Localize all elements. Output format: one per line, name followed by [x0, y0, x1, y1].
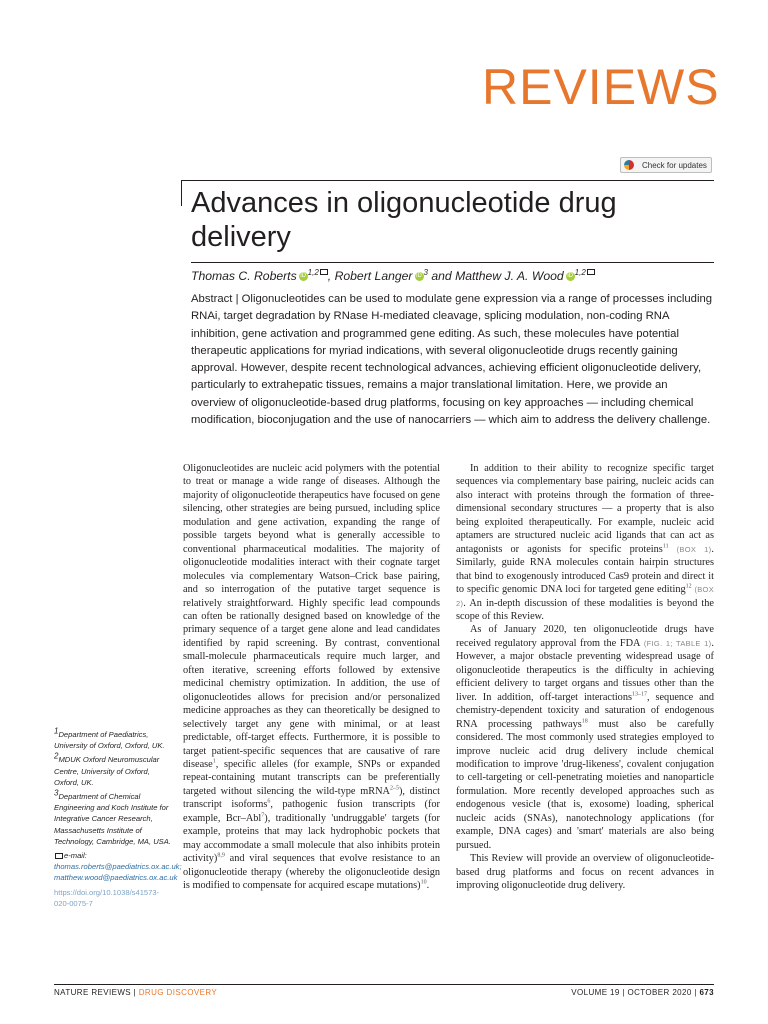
- page-number: 673: [699, 988, 714, 997]
- citation[interactable]: 13–17: [631, 691, 647, 698]
- body-text: Oligonucleotides are nucleic acid polymers with the potential to treat or manage a wide range of diseases. Although the majority of oligonucleotide therapeutics have focused on gene silencing, other strategies are being pursued, including splice modulation and gene activation, expanding the range of possible targets beyond what is generally accessible to conventional pharmaceutical modalities. The majority of oligonucleotide modalities interact with their cognate target molecules via complementary Watson–Crick base pairing, and so interrogation of the putative target sequence is relatively straightforward. Highly specific lead compounds can often be rationally designed based on knowledge of the primary sequence of a target gene alone and lead candidates identified by rapid screening. By contrast, conventional small-molecule pharmaceuticals require much larger, and often iterative, screening efforts followed by extensive medicinal chemistry optimization. In addition, the use of oligonucleotides allows for precision and/or personalized medicine approaches as they can theoretically be designed to selectively target any gene with minimal, or at least predictable, off-target effects. Furthermore, it is possible to target patient-specific sequences that are causative of rare disease: [183, 463, 440, 770]
- citation[interactable]: 7: [261, 812, 265, 819]
- affiliation-text: Department of Paediatrics, University of Oxford, Oxford, UK.: [54, 730, 165, 751]
- title-left-rule: [181, 180, 182, 206]
- abstract: Abstract | Oligonucleotides can be used to modulate gene expression via a range of processes including RNAi, target degradation by RNase H-mediated cleavage, splicing modulation, non-coding RNA inhibition, gene activation and programmed gene editing. As such, these molecules have potential therapeutic applications for myriad indications, with several oligonucleotide drugs recently gaining approval. However, despite recent technological advances, achieving efficient oligonucleotide delivery, particularly to extrahepatic tissues, remains a major translational limitation. Here, we provide an overview of oligonucleotide-based drug platforms, focusing on key approaches — including chemical modification, bioconjugation and the use of nanocarriers — which aim to address the delivery challenge.: [191, 293, 713, 427]
- body-column-left: [183, 462, 440, 893]
- orcid-icon[interactable]: iD: [567, 273, 573, 280]
- citation[interactable]: 8,9: [217, 852, 225, 859]
- issue-footer: [571, 988, 714, 997]
- body-text: . However, a major obstacle preventing widespread usage of oligonucleotide therapeutics is the difficulty in achieving efficient delivery to target organs and tissues other than the liver. In addition, off-target interactions: [456, 637, 714, 703]
- body-text: ), distinct transcript isoforms: [183, 785, 440, 811]
- email-label: e-mail:: [64, 851, 87, 861]
- envelope-icon[interactable]: [320, 269, 328, 275]
- author-affiliation-ref: 1,2: [307, 267, 319, 277]
- body-text: As of January 2020, ten oligonucleotide drugs have received regulatory approval from the FDA: [456, 624, 714, 649]
- check-for-updates-button[interactable]: [620, 157, 712, 173]
- affiliation-text: Department of Chemical Engineering and Koch Institute for Integrative Cancer Research, Massachusetts Institute of Technology, Cambridge, MA, USA.: [54, 792, 171, 846]
- body-text: . An in-depth discussion of these modalities is beyond the scope of this Review.: [456, 597, 714, 622]
- affiliation: [54, 788, 172, 847]
- citation[interactable]: 2–5: [389, 785, 399, 792]
- affiliation: [54, 726, 172, 751]
- journal-footer: [54, 988, 217, 997]
- email-link[interactable]: matthew.wood@paediatrics.ox.ac.uk: [54, 873, 178, 883]
- envelope-icon: [55, 853, 63, 859]
- figure-table-reference[interactable]: (FIG. 1; TABLE 1): [640, 638, 712, 648]
- affiliation-number: 3: [54, 788, 59, 798]
- body-text: and viral sequences that evolve resistance to an oligonucleotide therapy (whereby the oligonucleotide design is modified to compensate for acquired escape mutations): [183, 853, 440, 892]
- section-heading: REVIEWS: [482, 59, 720, 115]
- author-name: Matthew J. A. Wood: [455, 269, 564, 283]
- journal-section: DRUG DISCOVERY: [138, 988, 218, 997]
- body-paragraph: [456, 462, 714, 623]
- box-reference[interactable]: (BOX 2): [456, 585, 714, 608]
- body-text: . Similarly, guide RNA molecules contain hairpin structures that bind to exogenously introduced Cas9 protein and direct it to specific genomic DNA loci for targeted gene editing: [456, 543, 714, 596]
- body-text: In addition to their ability to recognize specific target sequences via complementary base pairing, nucleic acids can also interact with proteins through the formation of three-dimensional secondary structures — a property that is also being exploited therapeutically. For example, nucleic acid aptamers are structured nucleic acid ligands that can act as antagonists or agonists for specific proteins: [456, 463, 714, 555]
- correspondence: [54, 850, 182, 884]
- crossmark-icon: [624, 160, 634, 170]
- body-column-right: [456, 462, 714, 893]
- author-name: Robert Langer: [334, 269, 413, 283]
- doi: [54, 887, 172, 909]
- envelope-icon[interactable]: [587, 269, 595, 275]
- email-link[interactable]: thomas.roberts@paediatrics.ox.ac.uk;: [54, 862, 182, 872]
- author-separator: and: [427, 269, 456, 283]
- body-text: , sequence and chemistry-dependent toxicity and saturation of endogenous RNA processing pathways: [456, 691, 714, 730]
- body-text: , specific alleles (for example, SNPs or expanded repeat-containing mutant transcripts can be preferentially targeted without silencing the wild-type mRNA: [183, 758, 440, 797]
- author-rule: [191, 262, 714, 263]
- orcid-icon[interactable]: iD: [416, 273, 422, 280]
- article-title: Advances in oligonucleotide drug delivery: [191, 187, 617, 253]
- orcid-icon[interactable]: iD: [300, 273, 306, 280]
- footer-rule: [54, 984, 714, 985]
- body-text: .: [426, 880, 430, 892]
- body-paragraph: [183, 462, 440, 893]
- citation[interactable]: 18: [581, 718, 588, 725]
- citation[interactable]: 10: [420, 879, 427, 886]
- affiliation: [54, 751, 172, 788]
- box-reference[interactable]: (BOX 1): [668, 544, 712, 554]
- doi-link[interactable]: https://doi.org/10.1038/s41573-020-0075-7: [54, 887, 160, 908]
- issue-info: VOLUME 19 | OCTOBER 2020 |: [571, 988, 700, 997]
- affiliation-number: 2: [54, 751, 59, 761]
- author-name: Thomas C. Roberts: [191, 269, 297, 283]
- author-affiliation-ref: 1,2: [574, 267, 586, 277]
- body-text: ), traditionally 'undruggable' targets (for example, proteins that may lack hydrophobic pockets that may accommodate a small molecule that also inhibits protein activity): [183, 812, 440, 865]
- journal-name: NATURE REVIEWS |: [54, 988, 139, 997]
- author-list: [191, 268, 711, 284]
- citation[interactable]: 6: [267, 798, 271, 805]
- affiliations: [54, 726, 182, 912]
- affiliation-text: MDUK Oxford Neuromuscular Centre, University of Oxford, Oxford, UK.: [54, 755, 160, 787]
- citation[interactable]: 12: [685, 583, 692, 590]
- title-top-rule: [181, 180, 714, 181]
- body-text: must also be carefully considered. The most commonly used strategies employed to improve nucleic acid drug delivery include chemical modification to improve 'drug-likeness', covalent conjugation to cell-targeting or cell-penetrating moieties and nanoparticle formulation. More recently developed approaches such as endogenous vesicle (that is, exosome) loading, spherical nucleic acids (SNAs), nanotechnology applications (for example, DNA cages) and 'smart' materials are also being pursued.: [456, 718, 715, 851]
- citation[interactable]: 1: [212, 758, 216, 765]
- author-separator: ,: [327, 269, 335, 283]
- author-affiliation-ref: 3: [423, 267, 428, 277]
- body-paragraph: [456, 623, 714, 852]
- check-for-updates-label: Check for updates: [642, 160, 707, 170]
- body-text: , pathogenic fusion transcripts (for example, Bcr–Abl: [183, 799, 440, 824]
- affiliation-number: 1: [54, 726, 59, 736]
- citation[interactable]: 11: [662, 543, 669, 550]
- body-paragraph: This Review will provide an overview of oligonucleotide-based drug platforms and focus on recent advances in improving oligonucleotide drug delivery.: [456, 853, 714, 892]
